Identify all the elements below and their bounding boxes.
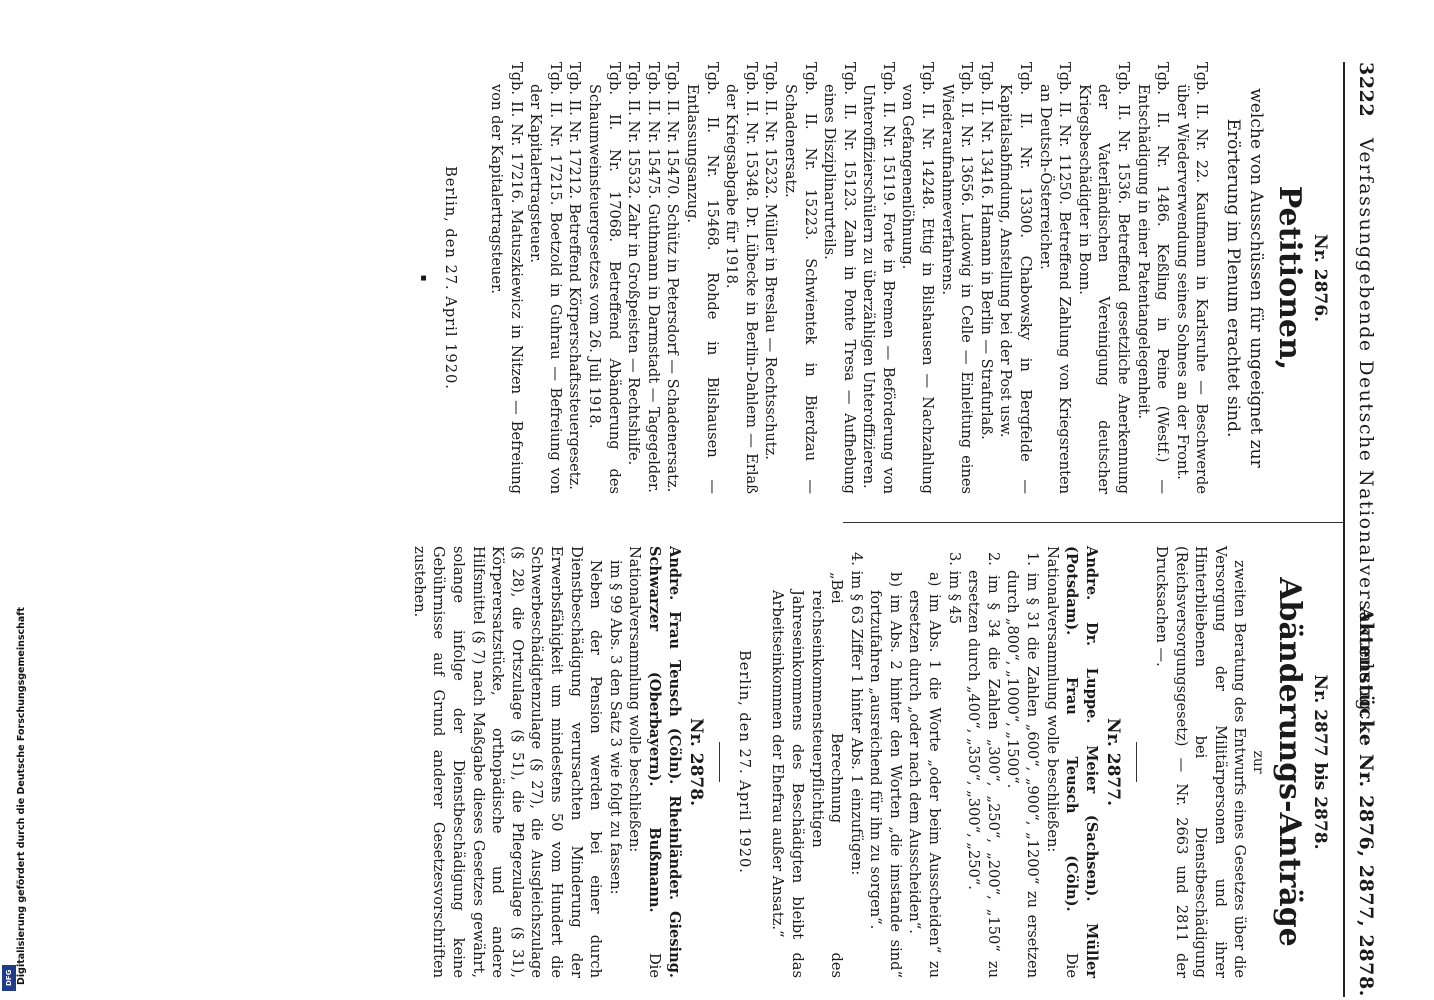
petition-entry: Tgb. II. Nr. 15232. Müller in Breslau — Rechtsschutz. <box>762 62 780 460</box>
petition-entry: Tgb. II. Nr. 13300. Chabowsky in Bergfelde — Kapitalsabfindung, Anstellung bei der Post usw. <box>997 62 1035 494</box>
dfg-credit-text: Digitalisierung gefördert durch die Deutsche Forschungsgemeinschaft <box>16 607 27 985</box>
amendment-2878-text: im § 99 Abs. 3 den Satz 3 wie folgt zu fassen: <box>606 560 624 895</box>
petition-entry: Tgb. II. Nr. 14248. Ettig in Bilshausen — Nachzahlung von Gefangenenlöhnung. <box>899 62 937 494</box>
petitions-number: Nr. 2876. <box>1310 233 1330 322</box>
amendment-item: 3. im § 45 <box>945 552 963 625</box>
section-rule <box>719 742 720 782</box>
petition-entry: Tgb. II. Nr. 1536. Betreffend gesetzliche Anerkennung der Vaterländischen Vereinigung deutscher Kriegsbeschädigter in Bonn. <box>1075 62 1133 494</box>
petitions-column <box>413 62 1333 494</box>
header-title: Verfassunggebende Deutsche Nationalversammlung. <box>1355 137 1377 720</box>
petition-entry: Tgb. II. Nr. 15223. Schwientek in Bierdzau — Schadenersatz. <box>781 62 819 494</box>
petition-entry: Tgb. II. Nr. 13416. Hamann in Berlin — Strafurlaß. <box>977 62 995 440</box>
petition-entry: Tgb. II. Nr. 15475. Guthmann in Darmstadt — Tagegelder. <box>644 62 662 493</box>
amendment-2877-authors <box>1042 546 1101 978</box>
petition-entry: Tgb. II. Nr. 22. Kaufmann in Karlsruhe — Beschwerde über Wiederverwendung seines Sohnes an der Front. <box>1173 62 1211 494</box>
column-divider <box>843 522 1343 523</box>
header-rule <box>1343 62 1345 997</box>
amendment-2877-number: Nr. 2877. <box>1103 717 1124 806</box>
petition-entry: Tgb. II. Nr. 15532. Zahr in Großpeisten — Rechtshilfe. <box>625 62 643 466</box>
petition-entry: Tgb. II. Nr. 15123. Zahn in Ponte Tresa — Aufhebung eines Disziplinarurteils. <box>821 62 858 494</box>
petition-entry: Tgb. II. Nr. 13656. Ludowig in Celle — Einleitung eines Wiederaufnahmeverfahrens. <box>938 62 976 494</box>
petition-entry: Tgb. II. Nr. 17068. Betreffend Abänderung des Schaumweinsteuergesetzes vom 26. Juli 1918. <box>586 62 623 494</box>
amendment-2877-date: Berlin, den 27. April 1920. <box>735 650 753 874</box>
motion-text: Die Nationalversammlung wolle beschließen: <box>1043 546 1081 978</box>
amendments-intro: zweiten Beratung des Entwurfs eines Gesetzes über die Versorgung der Militärpersonen und ihrer Hinterbliebenen bei Dienstbeschädigung (Reichsversorgungsgesetz) — Nr. 2663 und 2811 der Drucksachen —. <box>1153 546 1249 978</box>
amendment-item: 4. im § 63 Ziffer 1 hinter Abs. 1 einzufügen: <box>847 552 865 876</box>
page-number: 3222 <box>1355 62 1377 118</box>
amendment-subitem: a) im Abs. 1 die Worte „oder beim Ausscheiden“ zu ersetzen durch „oder nach dem Ausscheiden“. <box>906 572 944 978</box>
amendment-subitem: b) im Abs. 2 hinter den Worten „die imstande sind“ fortzufahren „ausreichend für ihn zu sorgen“. <box>867 572 904 978</box>
petition-entry: Tgb. II. Nr. 15119. Forte in Bremen — Beförderung von Unteroffizierschülern zu überzähligen Unteroffizieren. <box>860 62 897 494</box>
petition-entry: Tgb. II. Nr. 15468. Rohde in Bilshausen — Entlassungsanzug. <box>683 62 721 494</box>
amendments-heading: Abänderungs-Anträge <box>1272 577 1308 947</box>
authors-text: Andre. Dr. Luppe. Meier (Sachsen). Müller (Potsdam). Frau Teusch (Cöln). <box>1063 546 1100 978</box>
petitions-date: Berlin, den 27. April 1920. <box>442 166 460 390</box>
digitization-stamp <box>0 0 27 1000</box>
amendment-item: 1. im § 31 die Zahlen „600“, „900“, „1200“ zu ersetzen durch „800“, „1000“, „1500“. <box>1004 552 1042 978</box>
dfg-logo-icon: DFG <box>2 965 16 991</box>
petitions-heading: Petitionen, <box>1272 185 1308 371</box>
amendments-number: Nr. 2877 bis 2878. <box>1310 674 1330 850</box>
petition-entry: Tgb. II. Nr. 17212. Betreffend Körperschaftssteuergesetz. <box>566 62 584 490</box>
amendment-quote: „Bei Berechnung des reichseinkommensteuerpflichtigen Jahreseinkommens des Beschädigten bleibt das Arbeitseinkommen der Ehefrau außer Ansatz.“ <box>769 572 846 978</box>
authors-text: Andre. Frau Teusch (Cöln). Rheinländer. Giesing. Schwarzer (Oberbayern). Bußmann. <box>645 546 683 978</box>
petitions-subheading: welche von Ausschüssen für ungeeignet zur Erörterung im Plenum erachtet sind. <box>1223 88 1267 468</box>
page-header <box>1347 62 1377 997</box>
amendment-item: 2. im § 34 die Zahlen „300“, „250“, „200“, „150“ zu ersetzen durch „400“, „350“, „300“, „250“. <box>965 552 1002 978</box>
section-rule <box>1136 742 1137 782</box>
scanned-page <box>292 62 1377 997</box>
header-aktenstuecke: Aktenstücke Nr. 2876, 2877, 2878. <box>1355 607 1377 997</box>
amendment-2878-authors <box>625 546 684 978</box>
petition-entry: Tgb. II. Nr. 17216. Matuszkiewicz in Nitzen — Befreiung von der Kapitalertragsteuer. <box>488 62 525 494</box>
amendment-2878-number: Nr. 2878. <box>686 717 707 806</box>
amendments-zur: zur <box>1250 750 1267 774</box>
petition-entry: Tgb. II. Nr. 11250. Betreffend Zahlung von Kriegsrenten an Deutsch-Österreicher. <box>1036 62 1074 494</box>
petition-entry: Tgb. II. Nr. 17215. Boetzold in Guhrau — Befreiung von der Kapitalertragsteuer. <box>527 62 564 494</box>
amendment-2878-quote: Neben der Pension werden bei einer durch Dienstbeschädigung verursachten Minderung der Erwerbsfähigkeit um mindestens 50 vom Hundert die Schwerbeschädigtenzulage (§ 27), die Ausgleichszulage (§ 28), die Ortszulage (§ 51), die Pflegezulage (§ 31), Körperersatzstücke, orthopädische und andere Hilfsmittel (§ 7) nach Maßgabe dieses Gesetzes gewährt, solange infolge der Dienstbeschädigung keine Gebührnisse auf Grund anderer Gesetzesvorschriften zustehen. <box>410 546 605 978</box>
motion-text: Die Nationalversammlung wolle beschließen: <box>626 546 663 978</box>
petition-entry: Tgb. II. Nr. 1486. Keßling in Peine (Westf.) — Entschädigung in einer Patentangelegenheit. <box>1134 62 1172 494</box>
amendments-column <box>409 546 1333 978</box>
petition-entry: Tgb. II. Nr. 15348. Dr. Lübecke in Berlin-Dahlem — Erlaß der Kriegsabgabe für 1918. <box>723 62 760 494</box>
petition-entry: Tgb. II. Nr. 15470. Schütz in Petersdorf — Schadenersatz. <box>664 62 682 493</box>
end-mark: ▪ <box>417 274 429 282</box>
